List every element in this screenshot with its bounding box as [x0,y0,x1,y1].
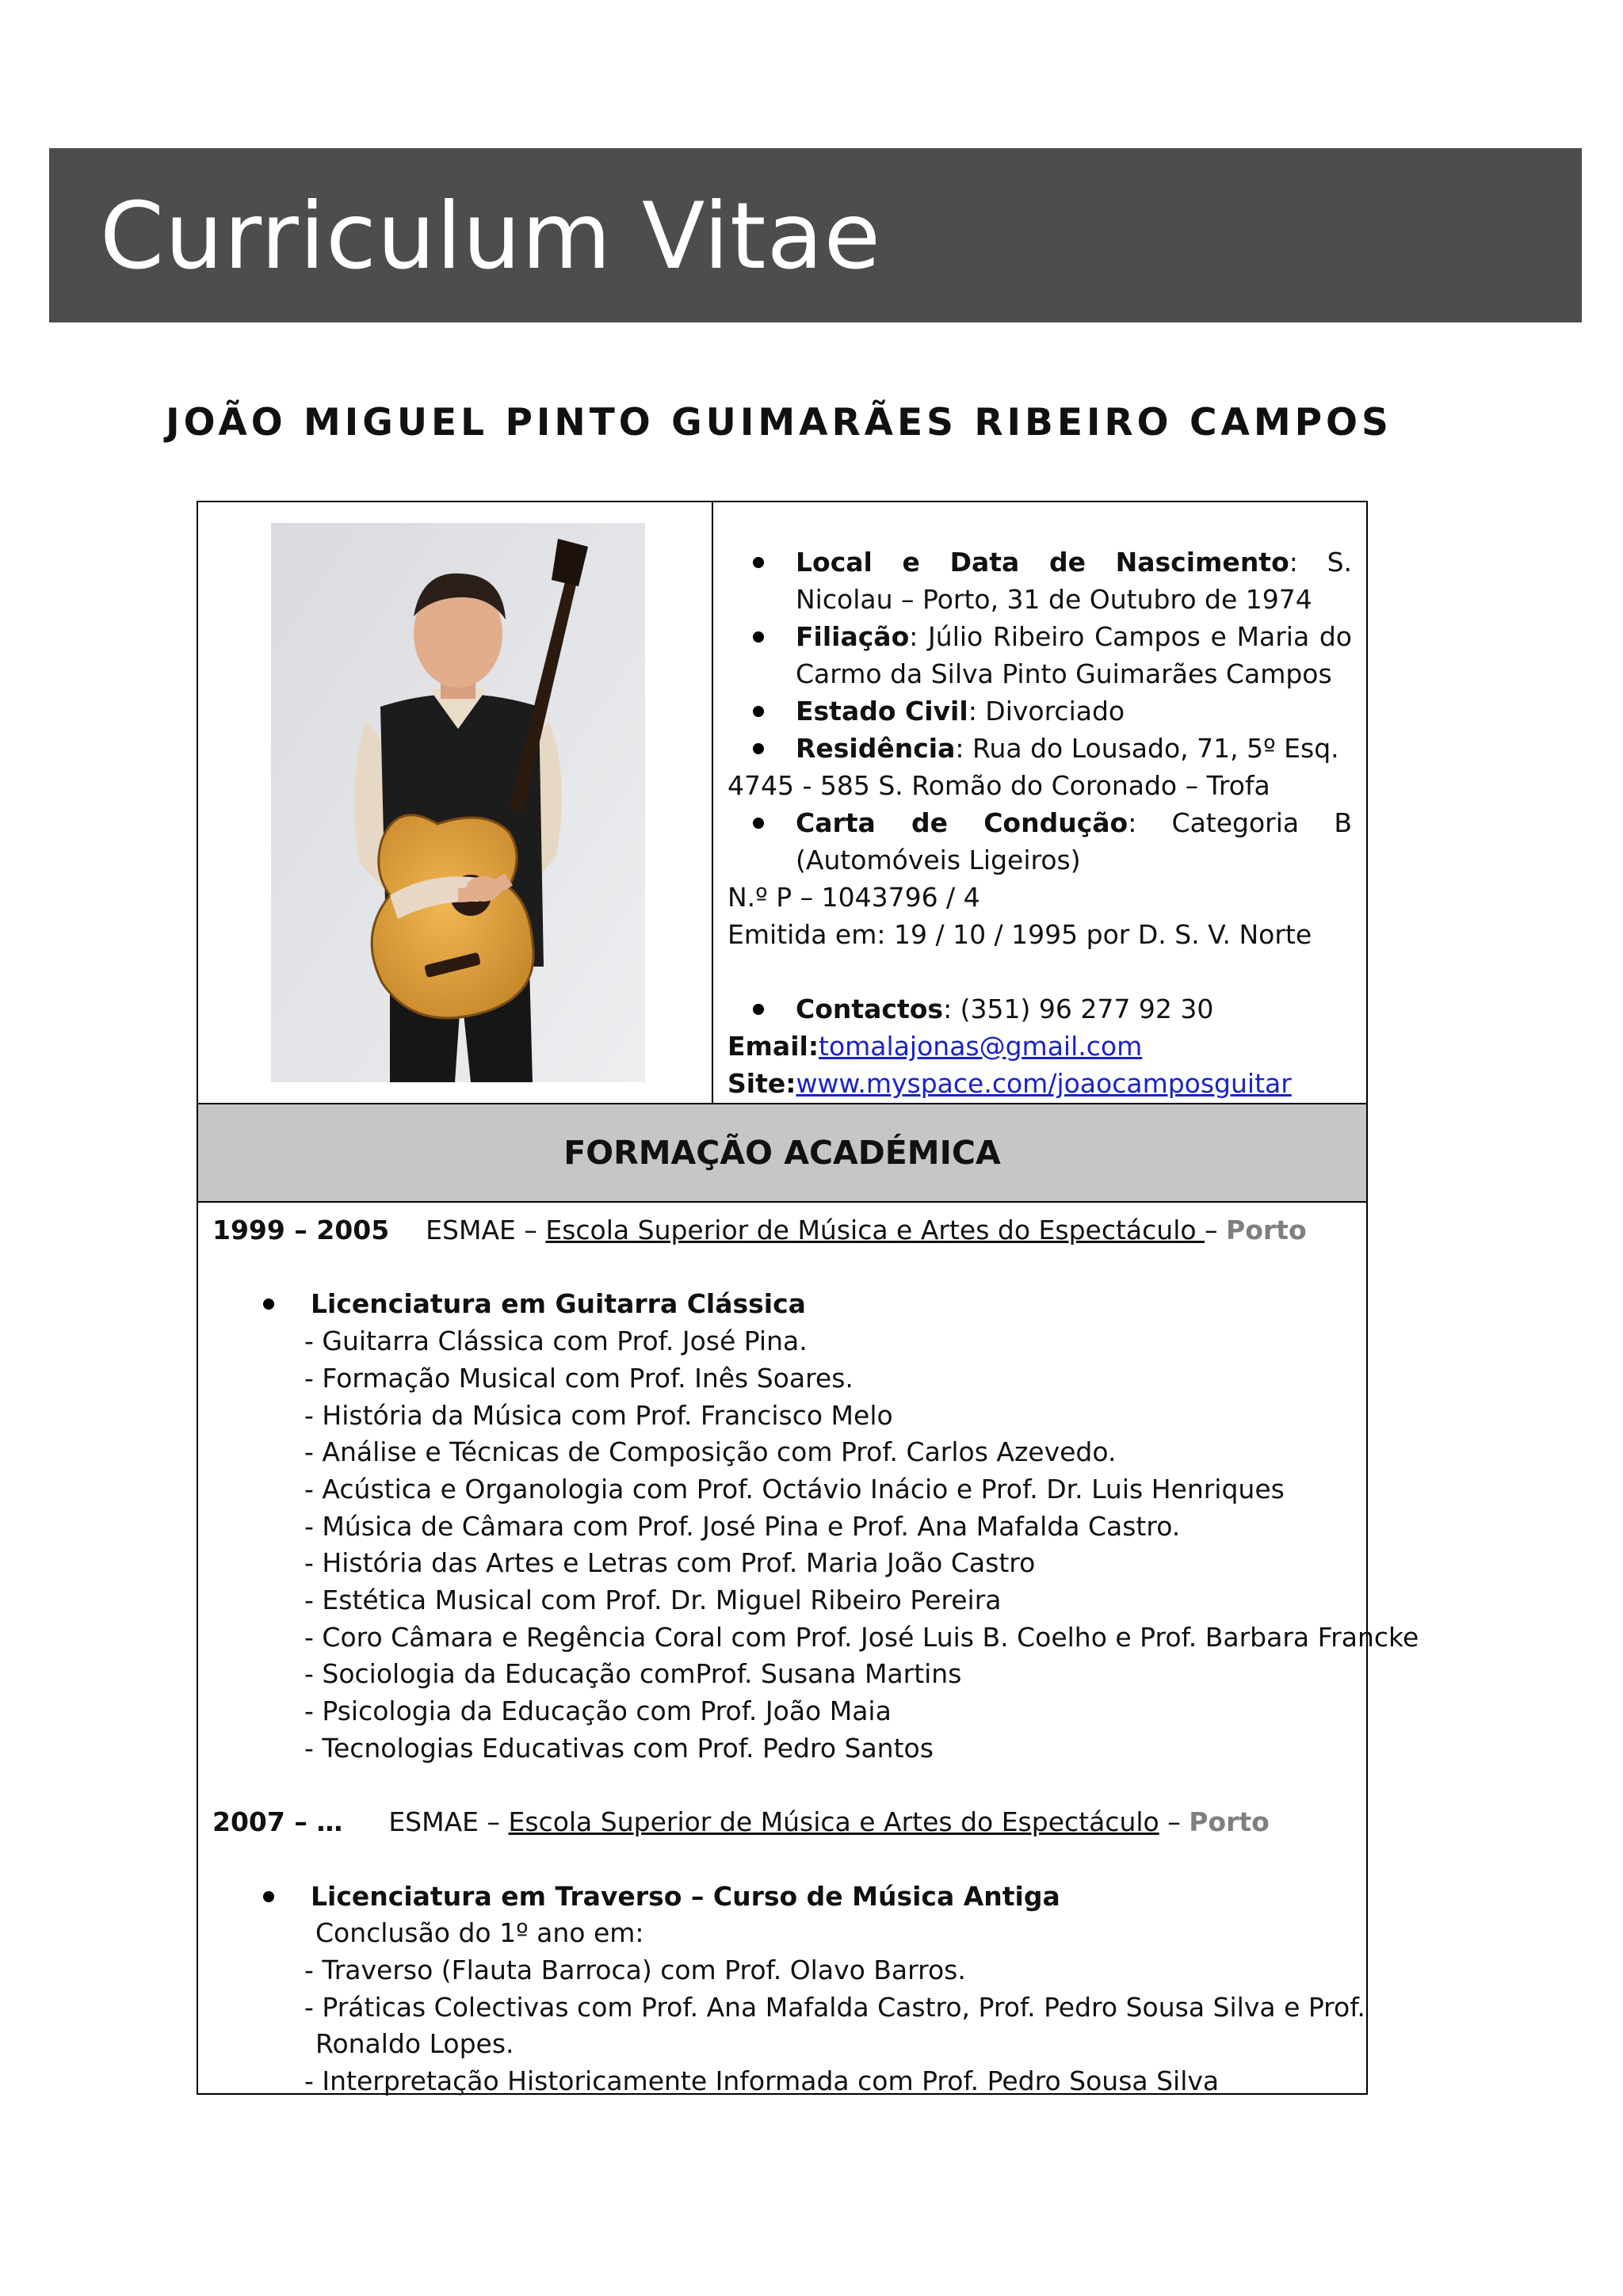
info-residence: Residência: Rua do Lousado, 71, 5º Esq. [727,730,1352,767]
course-item: - Estética Musical com Prof. Dr. Miguel Ribeiro Pereira [304,1585,1002,1616]
degree-title: Licenciatura em Guitarra Clássica [212,1286,1354,1323]
info-contacts: Contactos: (351) 96 277 92 30 [727,990,1352,1028]
course-item: - Guitarra Clássica com Prof. José Pina. [304,1325,808,1357]
course-item: - História da Música com Prof. Francisco Melo [304,1399,893,1431]
course-item: - Análise e Técnicas de Composição com Prof. Carlos Azevedo. [304,1436,1117,1468]
education-list [212,1212,1419,2100]
section-header-education: FORMAÇÃO ACADÉMICA [198,1103,1366,1203]
license-issued: Emitida em: 19 / 10 / 1995 por D. S. V. Norte [727,919,1312,950]
site-row: Site:www.myspace.com/joaocamposguitar [727,1068,1292,1099]
info-birth: Local e Data de Nascimento: S. Nicolau – Porto, 31 de Outubro de 1974 [727,543,1352,618]
portrait-photo [271,523,645,1082]
email-row: Email:tomalajonas@gmail.com [727,1031,1143,1062]
personal-info [713,502,1366,1103]
course-item: - Sociologia da Educação comProf. Susana Martins [304,1658,962,1690]
course-item: - Tecnologias Educativas com Prof. Pedro Santos [304,1732,934,1764]
education-entry-header: 1999 – 2005 ESMAE – Escola Superior de Música e Artes do Espectáculo – Porto [212,1215,1307,1245]
info-license: Carta de Condução: Categoria B (Automóveis Ligeiros) [727,804,1352,879]
email-link[interactable]: tomalajonas@gmail.com [819,1031,1143,1062]
course-item: - História das Artes e Letras com Prof. Maria João Castro [304,1547,1036,1579]
photo-cell [198,502,713,1103]
course-item: - Formação Musical com Prof. Inês Soares. [304,1362,854,1394]
person-name: JOÃO MIGUEL PINTO GUIMARÃES RIBEIRO CAMPOS [166,401,1392,444]
site-link[interactable]: www.myspace.com/joaocamposguitar [796,1068,1292,1099]
course-item: - Música de Câmara com Prof. José Pina e Prof. Ana Mafalda Castro. [304,1510,1181,1542]
course-item-continued: Ronaldo Lopes. [315,2028,514,2060]
residence-line2: 4745 - 585 S. Romão do Coronado – Trofa [727,770,1270,801]
license-number: N.º P – 1043796 / 4 [727,882,980,913]
course-item: - Traverso (Flauta Barroca) com Prof. Olavo Barros. [304,1955,966,1986]
degree-title: Licenciatura em Traverso – Curso de Música Antiga [212,1878,1354,1916]
info-civil-status: Estado Civil: Divorciado [727,692,1352,730]
degree-note: Conclusão do 1º ano em: [315,1917,644,1949]
header-banner [49,148,1582,322]
course-item: - Interpretação Historicamente Informada com Prof. Pedro Sousa Silva [304,2065,1220,2097]
course-item: - Práticas Colectivas com Prof. Ana Mafalda Castro, Prof. Pedro Sousa Silva e Prof. [304,1991,1365,2023]
cv-table [197,501,1419,2097]
course-item: - Psicologia da Educação com Prof. João Maia [304,1695,892,1727]
course-item: - Coro Câmara e Regência Coral com Prof. José Luis B. Coelho e Prof. Barbara Francke [304,1621,1419,1653]
info-parents: Filiação: Júlio Ribeiro Campos e Maria do Carmo da Silva Pinto Guimarães Campos [727,618,1352,692]
education-entry-header: 2007 – … ESMAE – Escola Superior de Música e Artes do Espectáculo – Porto [212,1806,1270,1838]
course-item: - Acústica e Organologia com Prof. Octávio Inácio e Prof. Dr. Luis Henriques [304,1473,1285,1505]
document-title: Curriculum Vitae [100,183,881,290]
